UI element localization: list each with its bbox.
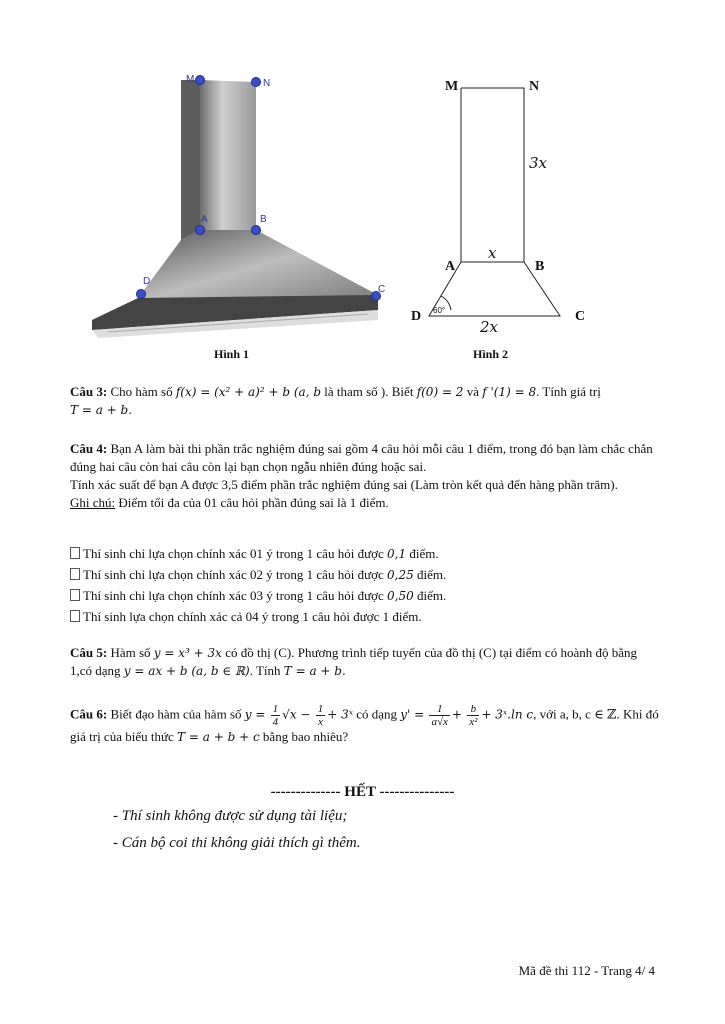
fig1-label-m: M <box>186 74 195 85</box>
range-hood-figure <box>88 70 398 340</box>
fig2-label-c: C <box>575 309 586 324</box>
q6-plus: + <box>451 707 462 722</box>
option-text: Thí sinh chỉ lựa chọn chính xác 02 ý trong 1 câu hỏi được <box>83 567 384 582</box>
q6-mid-1: √x − <box>282 707 311 722</box>
fig1-label-c: C <box>378 284 386 295</box>
fig2-label-a: A <box>445 259 456 274</box>
fraction <box>467 703 479 728</box>
q3-formula-2: f(0) = 2 <box>416 385 464 399</box>
option-unit: điểm. <box>416 567 447 582</box>
numerator: 1 <box>429 703 449 716</box>
scoring-options <box>70 545 660 629</box>
option-value: 0,1 <box>387 547 407 561</box>
q4-note-label: Ghi chú: <box>70 495 116 510</box>
fig2-label-2x: 2x <box>480 318 499 336</box>
q6-text-4: bằng bao nhiêu? <box>262 729 349 744</box>
q6-mid-2: + 3ˣ <box>327 707 353 722</box>
question-5 <box>70 644 660 680</box>
q5-text-3: . Tính <box>249 663 281 678</box>
q6-text-1: Biết đạo hàm của hàm số <box>110 706 242 722</box>
checkbox-icon <box>70 568 80 580</box>
option-text: Thí sinh chỉ lựa chọn chính xác 01 ý trong 1 câu hỏi được <box>83 546 384 561</box>
q5-text-2: có đồ thị (C). Phương trình tiếp tuyến của đồ thị (C) tại điểm có hoành độ bằng 1,có dạng <box>70 645 637 678</box>
option-text: Thí sinh chỉ lựa chọn chính xác 03 ý trong 1 câu hỏi được <box>83 588 384 603</box>
fig2-label-d: D <box>411 309 422 324</box>
q6-formula-t: T = a + b + c <box>177 730 260 744</box>
option-row <box>70 545 660 563</box>
option-row <box>70 587 660 605</box>
fig1-label-d: D <box>143 276 151 287</box>
q3-text-3: và <box>466 384 479 399</box>
question-3 <box>70 383 660 419</box>
note-1: - Thí sinh không được sử dụng tài liệu; <box>113 808 348 824</box>
figure1-caption: Hình 1 <box>214 347 250 361</box>
q6-text-3: , với a, b, c ∈ ℤ. Khi đó giá trị của biểu thức <box>70 706 659 744</box>
numerator: 1 <box>272 703 279 715</box>
q3-text-2: là tham số ). Biết <box>324 384 414 399</box>
fig2-label-m: M <box>445 79 459 94</box>
numerator: 1 <box>317 703 324 715</box>
denominator: x <box>318 716 323 728</box>
option-unit: điểm. <box>416 588 447 603</box>
question-6-label: Câu 6: <box>70 706 108 722</box>
question-4-label: Câu 4: <box>70 441 108 456</box>
numerator: b <box>467 703 479 716</box>
q4-line-2: Tính xác suất để bạn A được 3,5 điểm phần trắc nghiệm đúng sai (Làm tròn kết quả đến hàng phần trăm). <box>70 477 618 492</box>
q6-tail: + 3ˣ.ln c <box>481 707 534 722</box>
q3-formula-1: f(x) = (x² + a)² + b (a, b <box>175 385 321 399</box>
fig1-label-n: N <box>263 78 271 89</box>
question-3-label: Câu 3: <box>70 384 108 399</box>
question-5-label: Câu 5: <box>70 645 108 660</box>
q3-text-4: . Tính giá trị <box>536 384 601 399</box>
q5-text-1: Hàm số <box>110 645 151 660</box>
fraction <box>429 703 449 728</box>
option-row <box>70 566 660 584</box>
option-row <box>70 608 660 626</box>
q5-formula-1: y = x³ + 3x <box>153 646 222 660</box>
checkbox-icon <box>70 589 80 601</box>
fig1-label-b: B <box>260 214 267 225</box>
note-2: - Cán bộ coi thi không giải thích gì thêm. <box>113 835 361 851</box>
fig2-label-n: N <box>529 79 540 94</box>
q4-note-text: Điểm tối đa của 01 câu hỏi phần đúng sai là 1 điểm. <box>115 495 389 510</box>
fig2-label-x: x <box>488 244 497 262</box>
checkbox-icon <box>70 547 80 559</box>
question-4 <box>70 440 660 512</box>
q5-formula-2: y = ax + b (a, b ∈ ℝ) <box>123 664 250 678</box>
fraction <box>316 703 326 728</box>
option-text: Thí sinh lựa chọn chính xác cả 04 ý trong 1 câu hỏi được 1 điểm. <box>83 609 422 624</box>
fraction <box>271 703 281 728</box>
denominator: 4 <box>272 716 279 728</box>
option-unit: điểm. <box>409 546 439 561</box>
denominator: x² <box>469 716 478 728</box>
question-6 <box>70 703 660 746</box>
fig2-angle-label: 60° <box>433 306 446 315</box>
fig2-label-b: B <box>535 259 545 274</box>
checkbox-icon <box>70 610 80 622</box>
q6-text-2: có dạng <box>356 706 398 722</box>
option-value: 0,50 <box>387 589 414 603</box>
q6-y-eq: y = <box>244 707 266 722</box>
q3-formula-4: T = a + b. <box>70 403 133 417</box>
q3-text-1: Cho hàm số <box>110 384 173 399</box>
fig1-label-a: A <box>201 214 208 225</box>
q4-line-1: Bạn A làm bài thi phần trắc nghiệm đúng sai gồm 4 câu hỏi mỗi câu 1 điểm, trong đó bạn làm chắc chắn đúng hai câu còn hai câu còn lại bạn chọn ngẫu nhiên đúng hoặc sai. <box>70 441 653 474</box>
end-marker: -------------- HẾT --------------- <box>270 784 455 800</box>
fig2-label-3x: 3x <box>529 154 548 172</box>
q5-formula-3: T = a + b. <box>283 664 346 678</box>
denominator: a√x <box>431 716 448 728</box>
geometry-figure <box>405 70 595 340</box>
figure2-caption: Hình 2 <box>473 347 509 361</box>
option-value: 0,25 <box>387 568 414 582</box>
q3-formula-3: f '(1) = 8 <box>482 385 537 399</box>
q6-yprime: y' = <box>400 707 425 722</box>
page-footer: Mã đề thi 112 - Trang 4/ 4 <box>518 963 655 978</box>
